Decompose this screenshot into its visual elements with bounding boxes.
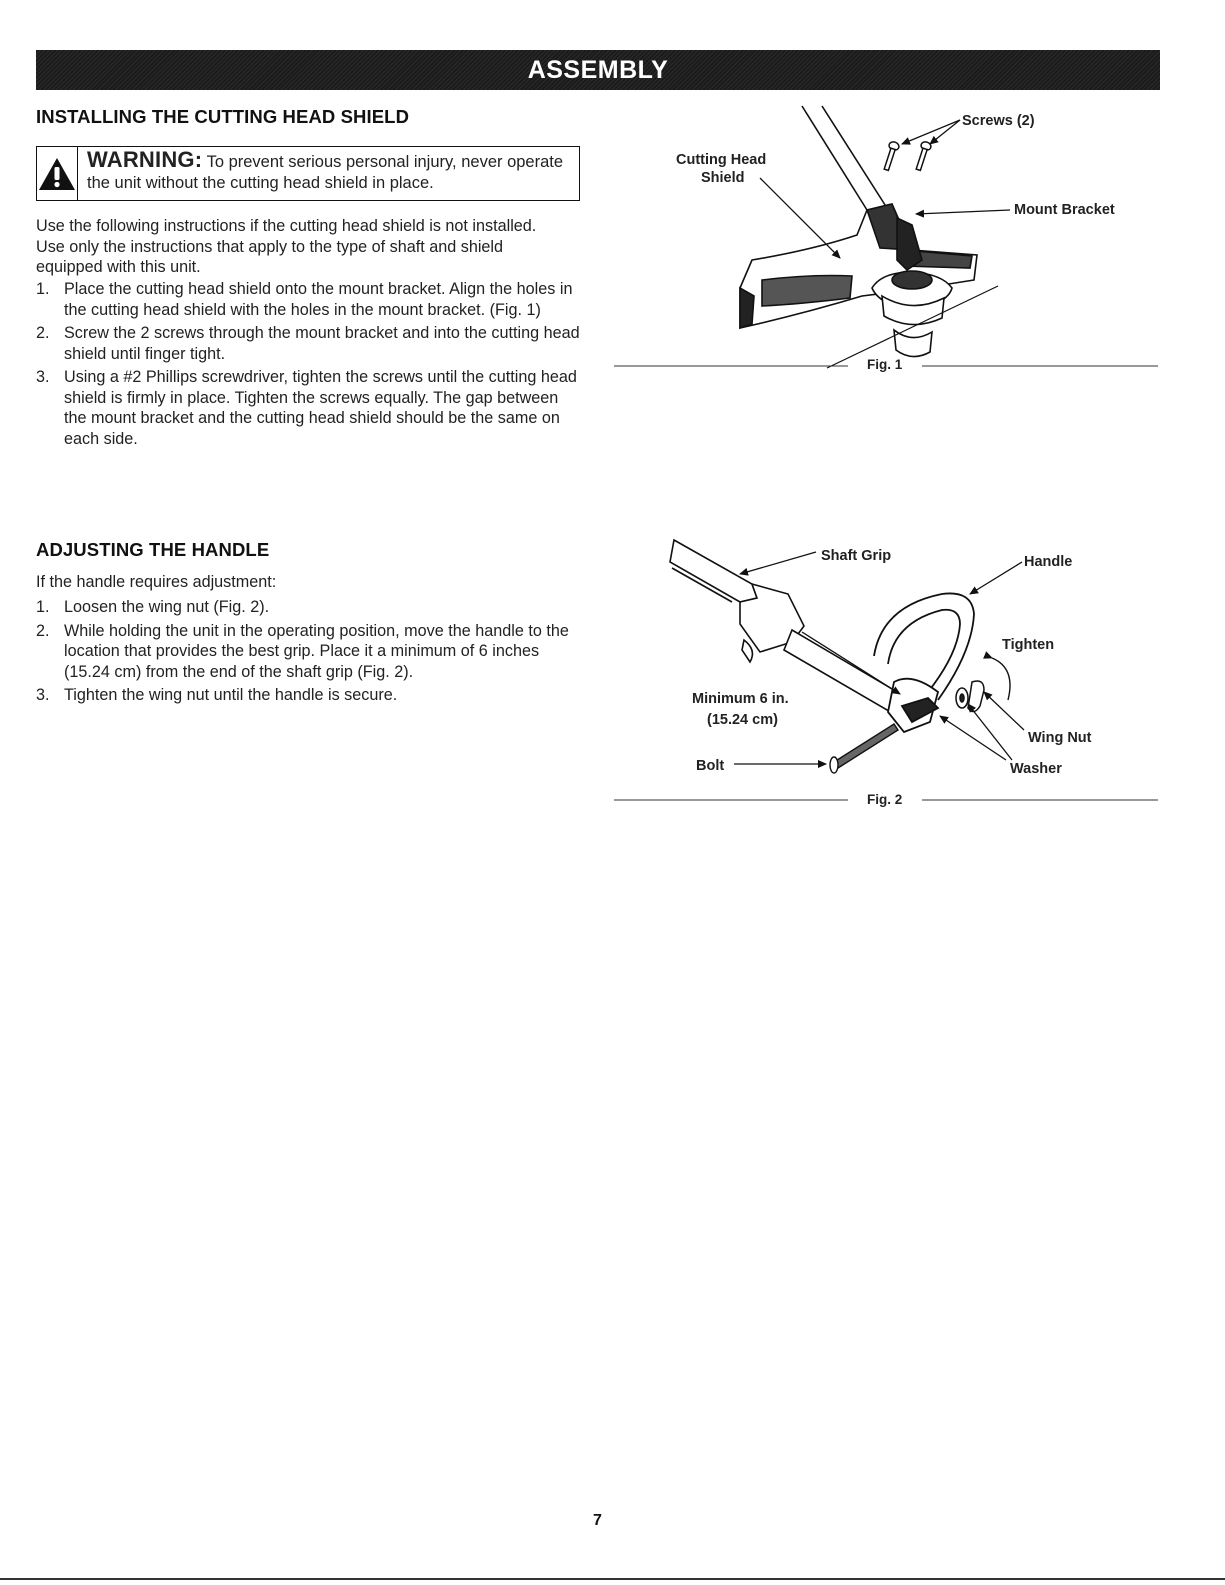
list-item xyxy=(36,279,581,320)
figure-2-caption: Fig. 2 xyxy=(867,792,903,807)
step-text: Tighten the wing nut until the handle is secure. xyxy=(64,686,398,704)
warning-icon-box xyxy=(37,147,78,200)
trimmer-shaft xyxy=(802,106,887,210)
label-bolt: Bolt xyxy=(696,758,725,774)
warning-label: WARNING: xyxy=(87,147,203,172)
warning-box xyxy=(36,146,580,201)
step-text: While holding the unit in the operating position, move the handle to the location that provides the best grip. Place it a minimum of 6 inches (15.24 cm) from the end of the shaft grip (Fig. 2). xyxy=(64,621,569,681)
step-text: Place the cutting head shield onto the mount bracket. Align the holes in the cutting head shield with the holes in the mount bracket. (Fig. 1) xyxy=(64,280,573,319)
label-wing-nut: Wing Nut xyxy=(1028,730,1092,746)
banner-title: ASSEMBLY xyxy=(527,55,669,84)
step-text: Screw the 2 screws through the mount bracket and into the cutting head shield until finger tight. xyxy=(64,324,580,363)
step-number: 1. xyxy=(36,280,50,298)
label-washer: Washer xyxy=(1010,761,1062,777)
figure-2-illustration xyxy=(612,532,1160,812)
handle-drawing xyxy=(874,593,974,732)
step-number: 2. xyxy=(36,324,50,342)
warning-triangle-icon xyxy=(37,156,77,192)
label-mount-bracket: Mount Bracket xyxy=(1014,202,1115,218)
label-handle: Handle xyxy=(1024,554,1073,570)
shaft-grip-drawing xyxy=(670,540,912,716)
step-number: 3. xyxy=(36,368,50,386)
step-number: 2. xyxy=(36,621,50,640)
step-number: 1. xyxy=(36,598,50,616)
section-heading-cutting-head-shield: INSTALLING THE CUTTING HEAD SHIELD xyxy=(36,106,410,127)
label-cutting-head: Cutting Head xyxy=(676,152,767,168)
bolt-drawing xyxy=(830,724,898,773)
step-number: 3. xyxy=(36,686,50,704)
label-minimum: Minimum 6 in. xyxy=(692,691,789,707)
page-number: 7 xyxy=(593,1512,602,1529)
step-text: Using a #2 Phillips screwdriver, tighten the screws until the cutting head shield is firmly in place. Tighten the screws equally. The gap between the mount bracket and the cutting head shield should be the same on each side. xyxy=(64,368,577,448)
handle-intro-text: If the handle requires adjustment: xyxy=(36,573,277,591)
label-minimum-metric: (15.24 cm) xyxy=(707,712,778,728)
list-item xyxy=(36,367,581,449)
list-item xyxy=(36,685,586,706)
list-item xyxy=(36,597,586,618)
handle-steps-list xyxy=(36,597,586,709)
step-text: Loosen the wing nut (Fig. 2). xyxy=(64,598,270,616)
screws-drawing xyxy=(882,141,932,172)
cutting-head-shield-drawing xyxy=(740,204,998,368)
label-screws: Screws (2) xyxy=(962,113,1035,129)
figure-1-caption: Fig. 1 xyxy=(867,357,903,372)
warning-message xyxy=(78,147,579,200)
list-item xyxy=(36,621,586,683)
label-shaft-grip: Shaft Grip xyxy=(821,548,892,564)
shield-intro-text: Use the following instructions if the cutting head shield is not installed. Use only the instructions that apply to the type of shaft and shield equipped with this unit. xyxy=(36,217,537,276)
bottom-rule xyxy=(0,1578,1225,1580)
warning-text: To prevent serious personal injury, never operate the unit without the cutting head shield in place. xyxy=(87,153,564,192)
fig2-leader-lines xyxy=(734,552,1024,764)
list-item xyxy=(36,323,581,364)
section-heading-adjusting-handle: ADJUSTING THE HANDLE xyxy=(36,539,270,560)
label-tighten: Tighten xyxy=(1002,637,1055,653)
section-banner xyxy=(36,50,1160,90)
label-shield: Shield xyxy=(701,170,745,186)
tighten-rotation-arrow xyxy=(992,658,1010,700)
shield-steps-list xyxy=(36,279,581,452)
figure-1-illustration xyxy=(612,100,1160,380)
